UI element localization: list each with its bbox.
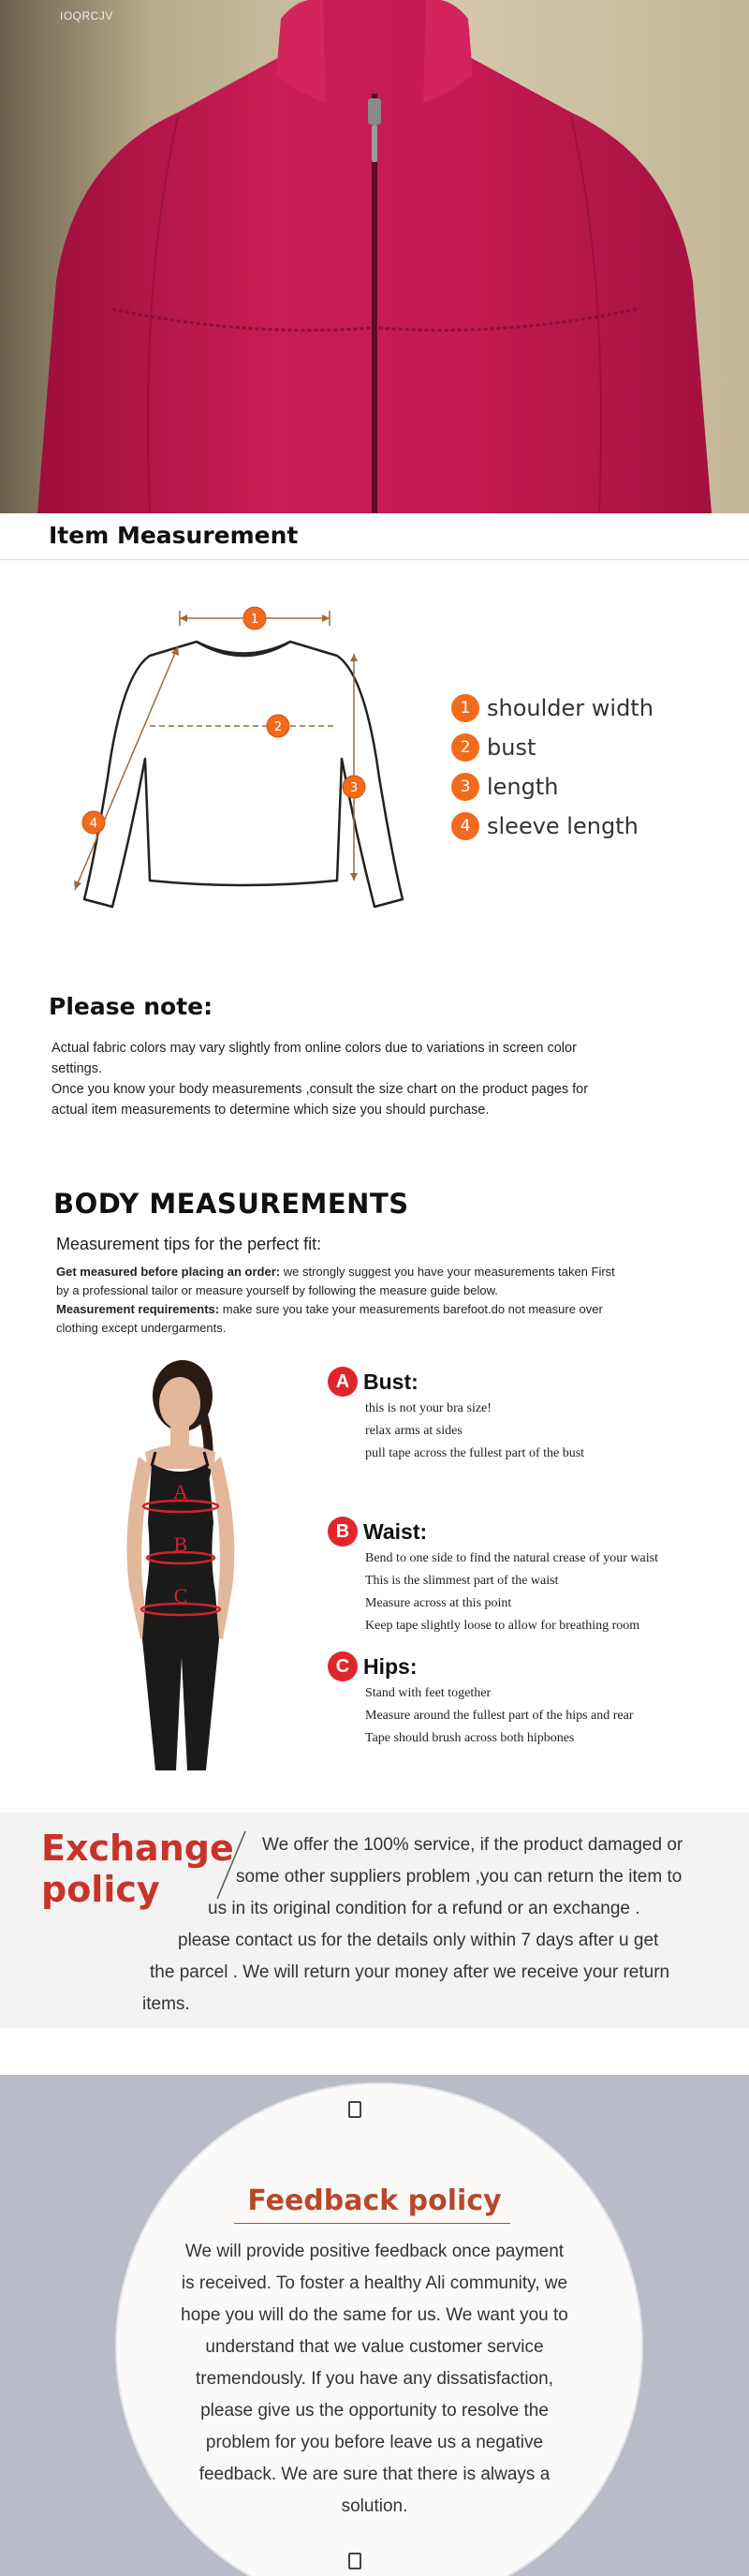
tip-line: clothing except undergarments.: [56, 1321, 227, 1335]
tip-text: we strongly suggest you have your measurements taken First: [280, 1265, 615, 1279]
tip-text: make sure you take your measurements barefoot.do not measure over: [219, 1302, 603, 1316]
guide-line: Bend to one side to find the natural crease of your waist: [365, 1551, 658, 1565]
exchange-line: the parcel . We will return your money after we receive your return: [150, 1962, 670, 1982]
guide-line: Measure around the fullest part of the hips and rear: [365, 1709, 634, 1723]
title-underline: [234, 2223, 510, 2224]
legend-number-badge: 1: [451, 694, 479, 722]
fleece-jacket-illustration: [0, 0, 749, 513]
hips-heading: [328, 1651, 634, 1682]
guide-line: relax arms at sides: [365, 1424, 463, 1438]
legend-label: length: [487, 774, 559, 800]
feedback-line: hope you will do the same for us. We want you to: [181, 2305, 568, 2325]
please-note-body: [51, 1038, 707, 1120]
exchange-line: us in its original condition for a refund or an exchange .: [208, 1899, 640, 1918]
svg-text:3: 3: [349, 781, 359, 795]
note-line: settings.: [51, 1061, 102, 1076]
legend-number-badge: 3: [451, 773, 479, 801]
feedback-policy-section: [0, 2075, 749, 2576]
body-measurements-title: BODY MEASUREMENTS: [53, 1188, 409, 1220]
waist-heading: [328, 1516, 658, 1547]
legend-number-badge: 4: [451, 812, 479, 840]
exchange-line: We offer the 100% service, if the product damaged or: [262, 1835, 683, 1855]
figure-label-b: B: [173, 1532, 188, 1556]
legend-item-bust: [451, 728, 654, 767]
guide-label: Waist:: [363, 1518, 428, 1544]
legend-item-sleeve-length: [451, 807, 654, 846]
tip-label: Measurement requirements:: [56, 1302, 220, 1316]
figure-label-c: C: [173, 1584, 188, 1607]
guide-line: Measure across at this point: [365, 1596, 512, 1610]
exchange-policy-title: [41, 1828, 234, 1910]
item-measurement-title: Item Measurement: [49, 522, 299, 549]
feedback-line: We will provide positive feedback once payment: [184, 2242, 565, 2261]
waist-guide: [328, 1516, 658, 1637]
legend-label: bust: [487, 734, 536, 761]
letter-badge: A: [328, 1367, 358, 1397]
please-note-title: Please note:: [49, 993, 213, 1020]
tip-line: [56, 1263, 702, 1281]
exchange-line: please contact us for the details only within 7 days after u get: [178, 1931, 659, 1950]
tip-label: Get measured before placing an order:: [56, 1265, 281, 1279]
feedback-line: tremendously. If you have any dissatisfaction,: [196, 2369, 553, 2389]
bust-heading: [328, 1366, 584, 1398]
legend-number-badge: 2: [451, 733, 479, 762]
feedback-line: solution.: [341, 2496, 408, 2516]
legend-label: sleeve length: [487, 813, 639, 839]
exchange-policy-section: [0, 1813, 749, 2028]
feedback-line: understand that we value customer service: [205, 2337, 544, 2357]
guide-line: Stand with feet together: [365, 1686, 492, 1700]
feedback-policy-title: Feedback policy: [247, 2184, 502, 2217]
bust-guide: [328, 1366, 584, 1465]
guide-line: Tape should brush across both hipbones: [365, 1731, 575, 1745]
note-line: actual item measurements to determine which size you should purchase.: [51, 1103, 490, 1118]
svg-text:4: 4: [89, 817, 98, 831]
note-line: Once you know your body measurements ,consult the size chart on the product pages for: [51, 1082, 589, 1097]
shirt-measurement-diagram: [56, 590, 431, 937]
title-line: policy: [41, 1869, 160, 1910]
tip-line: [56, 1300, 702, 1319]
guide-lines: [365, 1547, 658, 1637]
feedback-policy-body: [0, 2236, 749, 2523]
measurement-legend: [451, 688, 654, 846]
legend-label: shoulder width: [487, 695, 654, 721]
hips-guide: [328, 1651, 634, 1750]
guide-line: This is the slimmest part of the waist: [365, 1574, 559, 1588]
tag-hole-icon: [348, 2101, 361, 2118]
product-photo: [0, 0, 749, 513]
feedback-line: problem for you before leave us a negative: [205, 2433, 544, 2452]
guide-label: Hips:: [363, 1653, 418, 1679]
feedback-line: please give us the opportunity to resolve the: [200, 2401, 549, 2421]
tag-hole-icon: [348, 2553, 361, 2569]
guide-line: Keep tape slightly loose to allow for breathing room: [365, 1619, 640, 1633]
guide-line: pull tape across the fullest part of the bust: [365, 1446, 585, 1460]
title-line: Exchange: [41, 1828, 234, 1869]
body-measurements-subtitle: Measurement tips for the perfect fit:: [56, 1235, 322, 1253]
guide-label: Bust:: [363, 1369, 419, 1394]
guide-lines: [365, 1682, 634, 1750]
exchange-line: some other suppliers problem ,you can return the item to: [236, 1867, 683, 1887]
guide-lines: [365, 1398, 584, 1465]
svg-text:2: 2: [273, 720, 283, 734]
tip-line: by a professional tailor or measure yourself by following the measure guide below.: [56, 1283, 498, 1297]
watermark-text: IOQRCJV: [60, 9, 113, 22]
model-measurement-figure: [94, 1358, 272, 1770]
guide-line: this is not your bra size!: [365, 1401, 492, 1415]
exchange-line: items.: [142, 1994, 190, 2014]
letter-badge: B: [328, 1517, 358, 1547]
legend-item-shoulder-width: [451, 688, 654, 728]
feedback-line: feedback. We are sure that there is always a: [198, 2465, 551, 2484]
letter-badge: C: [328, 1651, 358, 1681]
figure-label-a: A: [173, 1480, 188, 1503]
note-line: Actual fabric colors may vary slightly from online colors due to variations in screen color: [51, 1041, 577, 1056]
feedback-line: is received. To foster a healthy Ali community, we: [181, 2273, 568, 2293]
svg-text:1: 1: [250, 613, 259, 627]
measurement-tips: [56, 1263, 702, 1338]
divider: [0, 559, 749, 560]
legend-item-length: [451, 767, 654, 807]
